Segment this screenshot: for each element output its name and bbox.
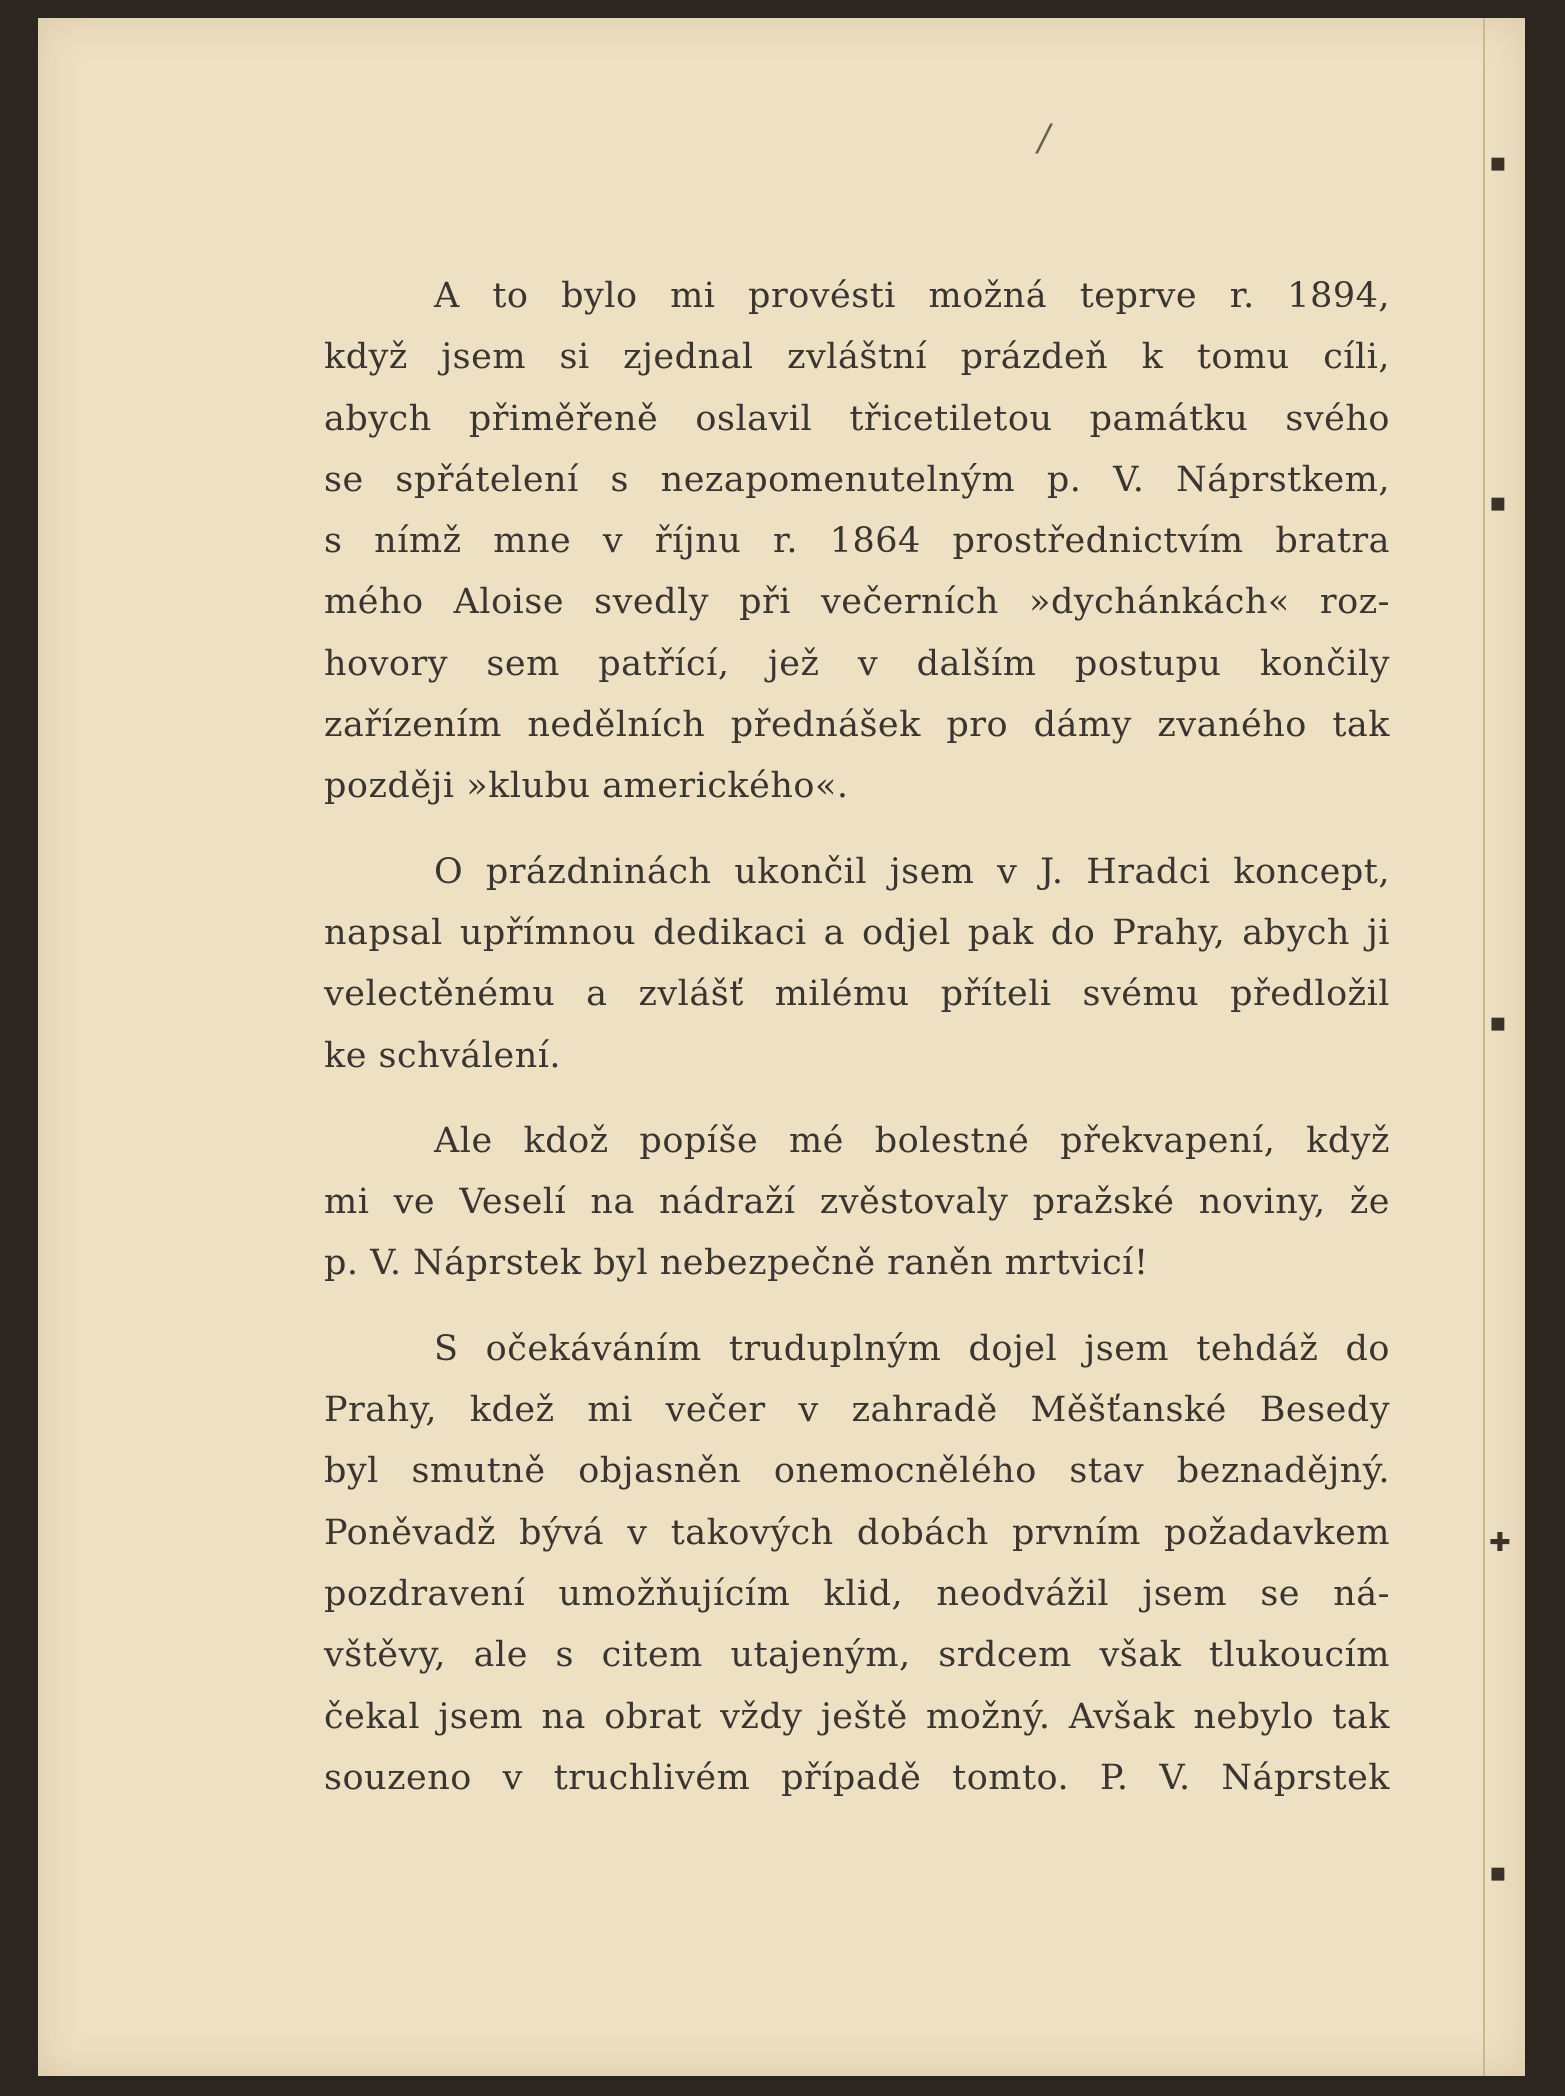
text-line: souzeno v truchlivém případě tomto. P. V. Náprstek: [324, 1757, 1390, 1798]
text-line: napsal upřímnou dedikaci a odjel pak do Prahy, abych ji: [324, 912, 1390, 953]
text-line: mi ve Veselí na nádraží zvěstovaly pražské noviny, že: [324, 1182, 1390, 1223]
paragraph-1: [324, 266, 1390, 818]
text-line: S očekáváním truduplným dojel jsem tehdáž do: [434, 1328, 1390, 1369]
text-line: ke schválení.: [324, 1035, 562, 1076]
page-edge-strip: [1483, 18, 1525, 2076]
paragraph-2: [324, 842, 1390, 1087]
text-line: velectěnému a zvlášť milému příteli svému předložil: [324, 974, 1390, 1015]
edge-dot-icon: ▪: [1489, 1008, 1507, 1038]
text-line: zařízením nedělních přednášek pro dámy zvaného tak: [324, 705, 1390, 746]
text-line: pozdravení umožňujícím klid, neodvážil jsem se ná-: [324, 1573, 1390, 1614]
text-line: A to bylo mi provésti možná teprve r. 1894,: [434, 276, 1390, 316]
text-line: Ale kdož popíše mé bolestné překvapení, když: [434, 1120, 1390, 1161]
text-line: později »klubu amerického«.: [324, 766, 849, 807]
pencil-mark: /: [1038, 118, 1051, 159]
text-line: O prázdninách ukončil jsem v J. Hradci koncept,: [434, 851, 1390, 892]
body-text: [324, 266, 1390, 1833]
paragraph-4: [324, 1319, 1390, 1809]
edge-dot-icon: ▪: [1489, 488, 1507, 518]
text-line: se spřátelení s nezapomenutelným p. V. Náprstkem,: [324, 459, 1390, 500]
edge-cross-icon: ✚: [1489, 1528, 1511, 1558]
text-line: čekal jsem na obrat vždy ještě možný. Avšak nebylo tak: [324, 1696, 1390, 1737]
text-line: s nímž mne v říjnu r. 1864 prostřednictvím bratra: [324, 521, 1390, 562]
paragraph-3: [324, 1111, 1390, 1295]
text-line: byl smutně objasněn onemocnělého stav beznadějný.: [324, 1451, 1390, 1492]
text-line: abych přiměřeně oslavil třicetiletou památku svého: [324, 398, 1390, 439]
book-page: [38, 18, 1525, 2076]
text-line: Prahy, kdež mi večer v zahradě Měšťanské Besedy: [324, 1390, 1390, 1431]
text-line: když jsem si zjednal zvláštní prázdeň k tomu cíli,: [324, 337, 1390, 378]
edge-dot-icon: ▪: [1489, 1858, 1507, 1888]
text-line: Poněvadž bývá v takových dobách prvním požadavkem: [324, 1512, 1390, 1553]
text-line: vštěvy, ale s citem utajeným, srdcem však tlukoucím: [324, 1635, 1390, 1676]
text-line: p. V. Náprstek byl nebezpečně raněn mrtvicí!: [324, 1243, 1149, 1284]
text-line: hovory sem patřící, jež v dalším postupu končily: [324, 643, 1390, 684]
text-line: mého Aloise svedly při večerních »dychánkách« roz-: [324, 582, 1390, 623]
edge-dot-icon: ▪: [1489, 148, 1507, 178]
